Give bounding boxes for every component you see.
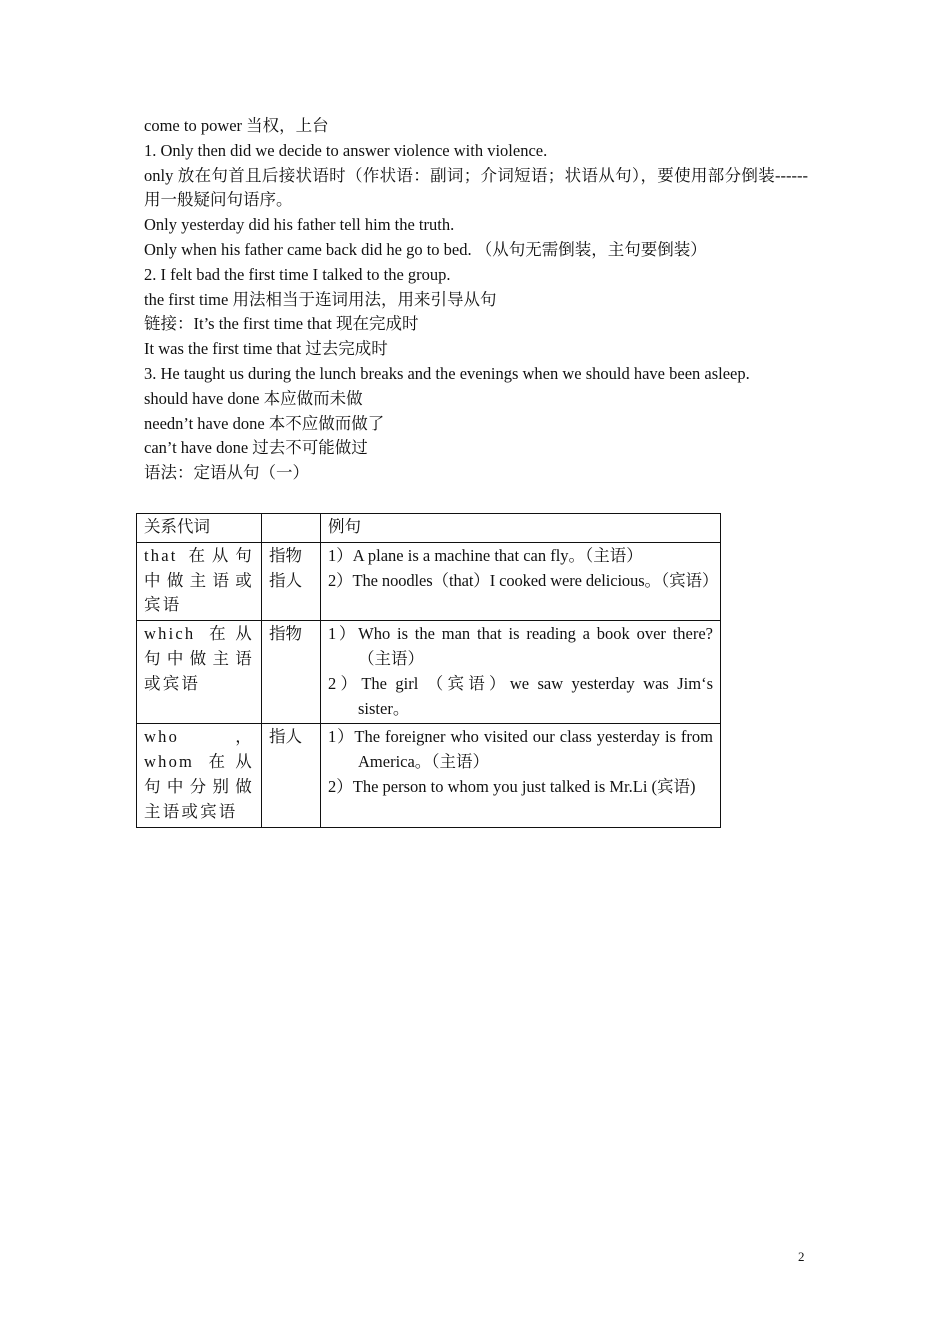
- text-line: needn’t have done 本不应做而做了: [144, 413, 385, 433]
- table-header: 关系代词: [137, 514, 262, 543]
- text-line: Only yesterday did his father tell him the truth.: [144, 215, 455, 235]
- text-line: come to power 当权，上台: [144, 116, 329, 135]
- document-body: [144, 114, 814, 486]
- refers-cell: 指物: [262, 621, 321, 724]
- pronoun-cell: who， whom 在从句中分别做主语或宾语: [137, 724, 262, 827]
- refers-cell: 指物 指人: [262, 542, 321, 620]
- text-line: 链接：It’s the first time that 现在完成时: [144, 314, 419, 334]
- examples-cell: [321, 724, 721, 827]
- text-line: 3. He taught us during the lunch breaks and the evenings when we should have been asleep.: [144, 363, 750, 383]
- text-line: can’t have done 过去不可能做过: [144, 438, 368, 458]
- pronoun-cell: which 在从句中做主语或宾语: [137, 621, 262, 724]
- refers-cell: 指人: [262, 724, 321, 827]
- page-number: 2: [798, 1249, 805, 1264]
- example-sentence: 1）The foreigner who visited our class yesterday is from America。（主语）: [328, 727, 713, 772]
- example-sentence: 1）Who is the man that is reading a book over there? （主语）: [328, 624, 713, 668]
- text-line: It was the first time that 过去完成时: [144, 339, 388, 359]
- section-heading: 语法：定语从句（一）: [144, 463, 309, 483]
- relative-pronoun-table: [136, 513, 721, 828]
- example-sentence: 2）The person to whom you just talked is Mr.Li (宾语): [328, 776, 696, 796]
- text-line: the first time 用法相当于连词用法，用来引导从句: [144, 289, 497, 309]
- examples-cell: [321, 621, 721, 724]
- table-header: 例句: [321, 514, 721, 543]
- text-line: 2. I felt bad the first time I talked to the group.: [144, 264, 451, 284]
- text-line: only 放在句首且后接状语时（作状语：副词；介词短语；状语从句），要使用部分倒装------用一般疑问句语序。: [144, 165, 808, 210]
- example-sentence: 2）The noodles（that）I cooked were delicious。（宾语）: [328, 570, 719, 590]
- example-sentence: 1）A plane is a machine that can fly。（主语）: [328, 545, 643, 565]
- table-row: [137, 724, 721, 827]
- text-line: should have done 本应做而未做: [144, 388, 363, 408]
- examples-cell: [321, 542, 721, 620]
- table-row: [137, 621, 721, 724]
- text-line: 1. Only then did we decide to answer violence with violence.: [144, 140, 548, 160]
- table-header-row: [137, 514, 721, 543]
- table-row: [137, 542, 721, 620]
- table-header: [262, 514, 321, 543]
- pronoun-cell: that 在从句中做主语或宾语: [137, 542, 262, 620]
- example-sentence: 2）The girl （宾语）we saw yesterday was Jim‘s sister。: [328, 673, 713, 718]
- text-line: Only when his father came back did he go to bed. （从句无需倒装，主句要倒装）: [144, 239, 707, 259]
